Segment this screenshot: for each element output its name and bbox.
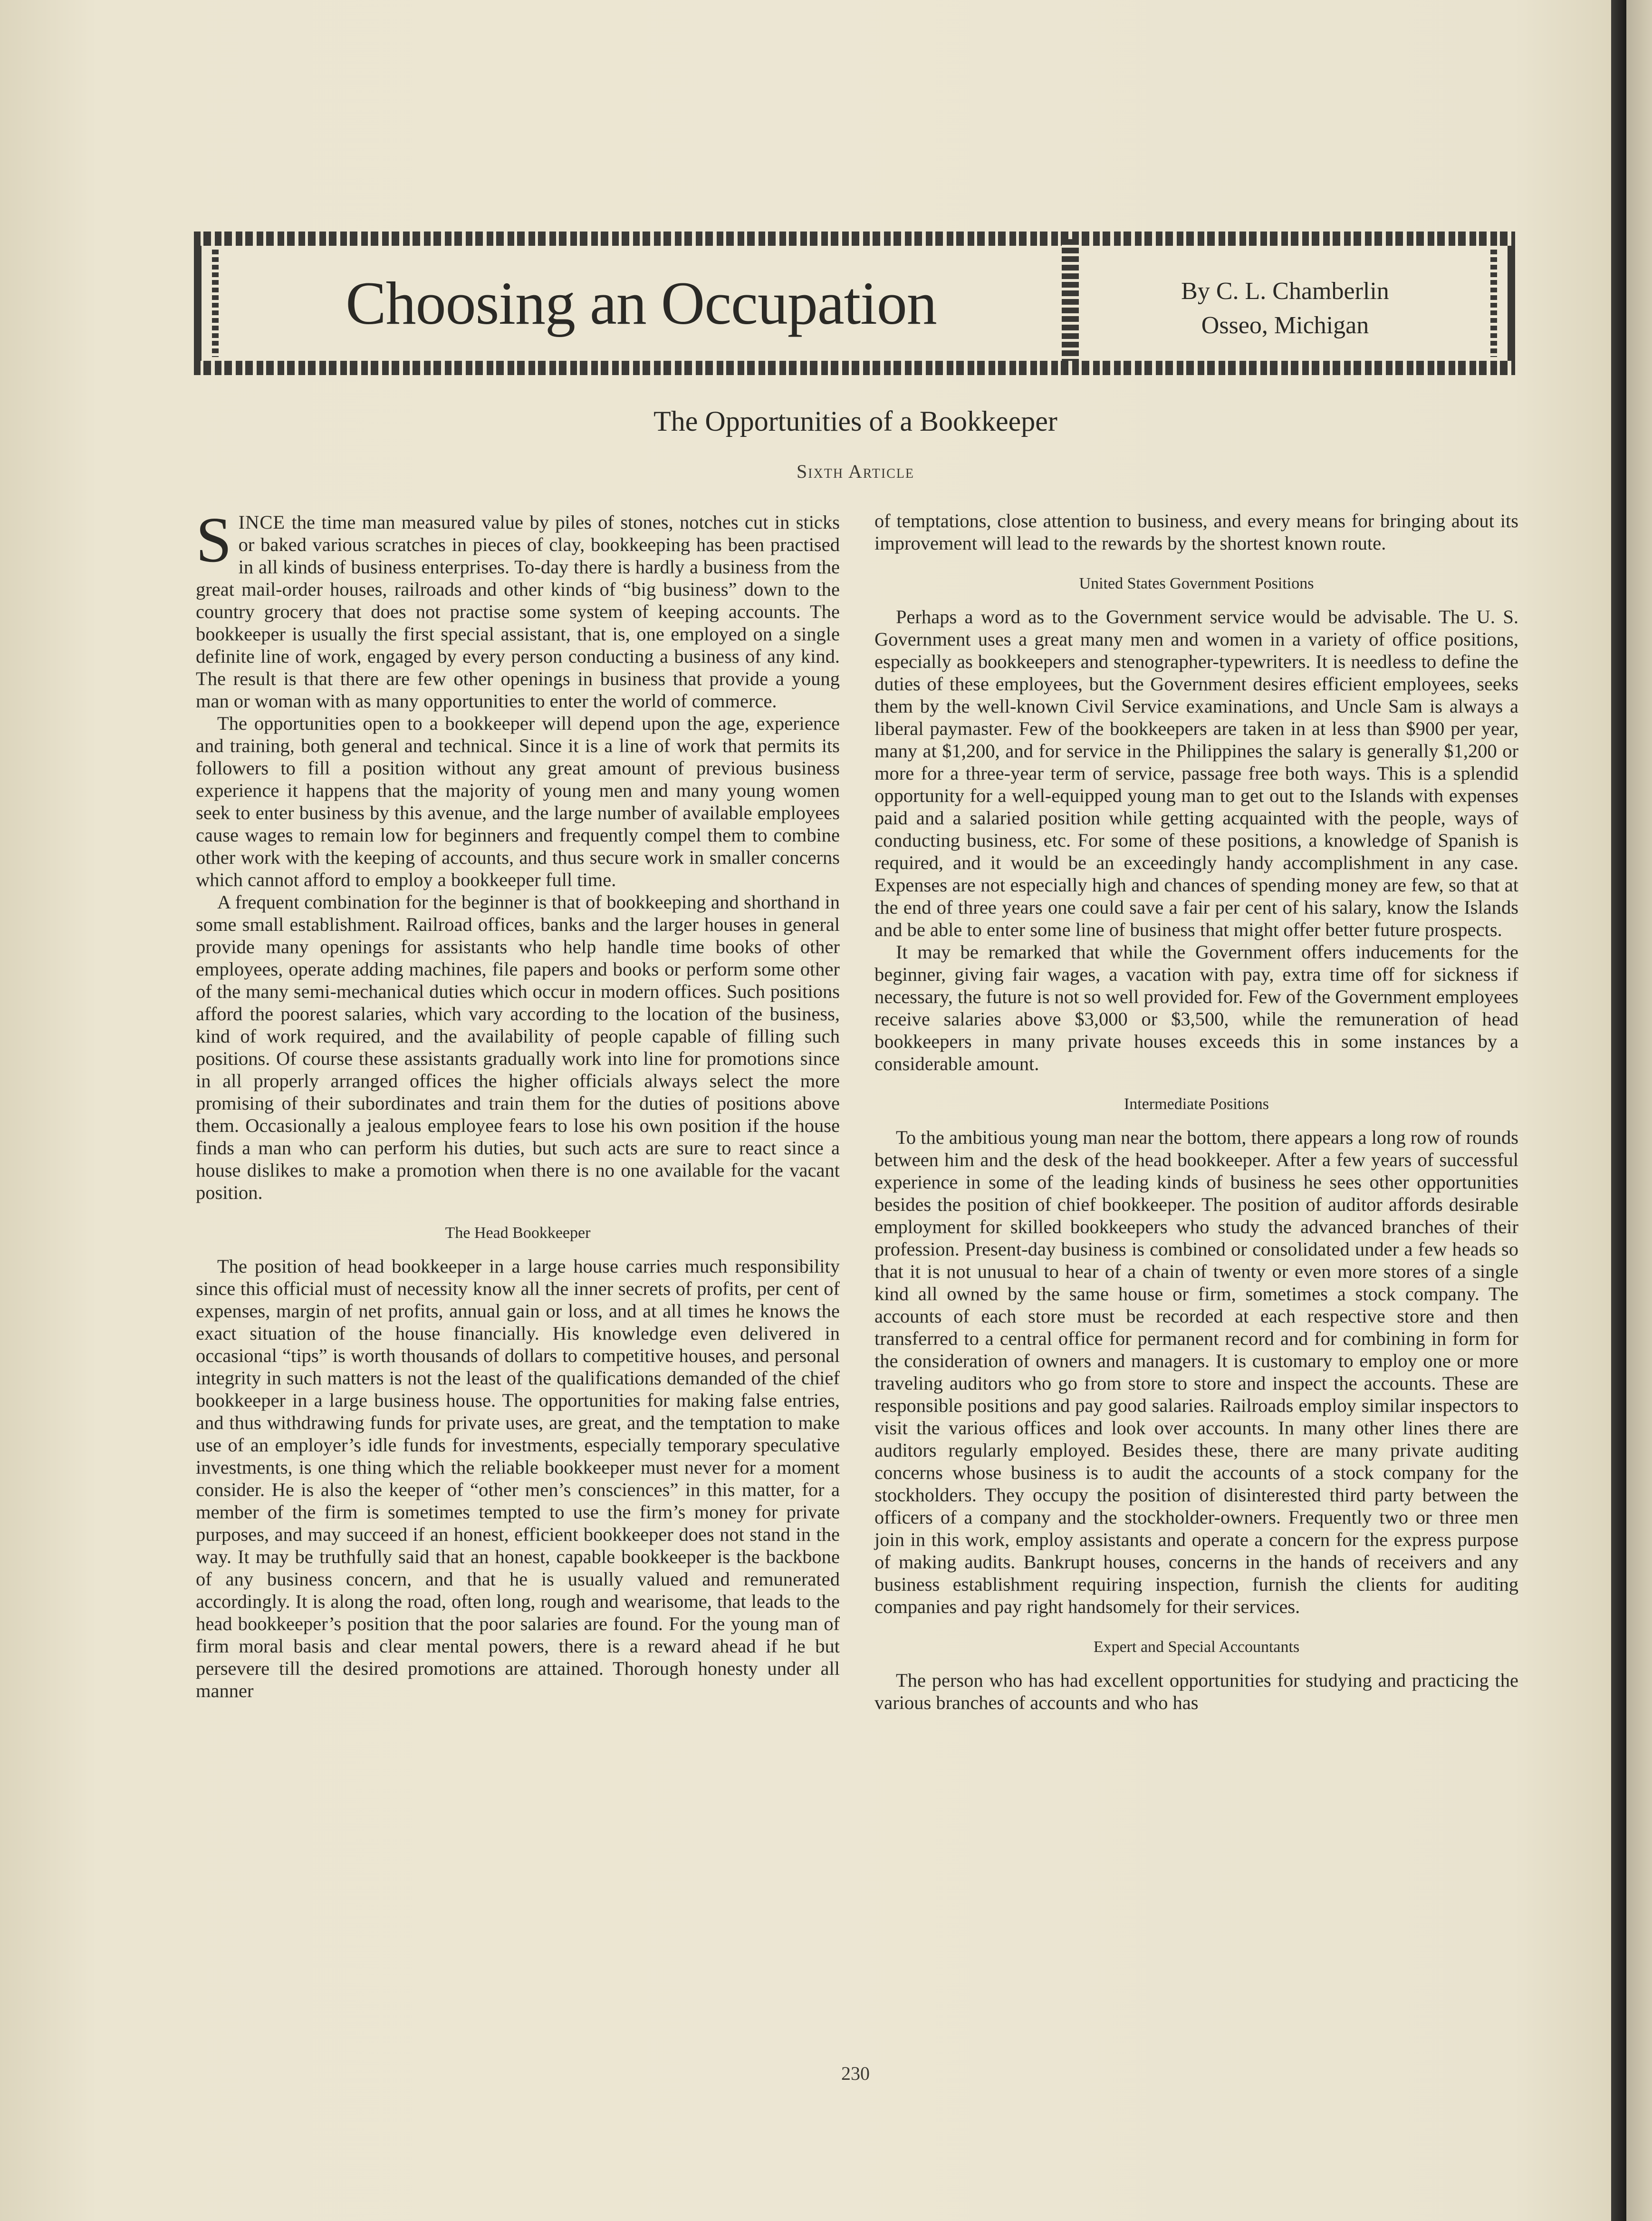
paragraph: The person who has had excellent opportunities for studying and practicing the various branches of accounts and who has bbox=[874, 1670, 1518, 1713]
paragraph-continued: of temptations, close attention to business, and every means for bringing about its improvement will lead to the rewards by the shortest known route. bbox=[874, 510, 1518, 554]
title-banner bbox=[194, 232, 1515, 375]
paragraph: It may be remarked that while the Government offers inducements for the beginner, giving fair wages, a vacation with pay, extra time off for sickness if necessary, the future is not so well provided for. Few of the Government employees receive salaries above $3,000 or $3,500, while the remuneration of head bookkeepers in many private houses exceeds this in some instances by a considerable amount. bbox=[874, 941, 1518, 1074]
lead-word: INCE bbox=[238, 512, 286, 533]
author-name: By C. L. Chamberlin bbox=[1181, 278, 1389, 305]
paragraph: Perhaps a word as to the Government service would be advisable. The U. S. Government uses a great many men and women in a variety of office positions, especially as bookkeepers and stenographer-typewriters. It is needless to define the duties of these employees, but the Government desires efficient employees, seeks them by the well-known Civil Service examinations, and Uncle Sam is always a liberal paymaster. Few of the bookkeepers are taken in at less than $900 per year, many at $1,200, and for service in the Philippines the salary is generally $1,200 or more for a three-year term of service, passage free both ways. This is a splendid opportunity for a well-equipped young man to get out to the Islands with expenses paid and a salaried position while getting acquainted with the people, ways of conducting business, etc. For some of these positions, a knowledge of Spanish is required, and it would be an exceedingly handy accomplishment in any case. Expenses are not especially high and chances of spending money are few, so that at the end of three years one could save a fair per cent of his salary, know the Islands and be able to enter some line of business that might offer better future prospects. bbox=[874, 606, 1518, 940]
right-column bbox=[874, 510, 1518, 1714]
article-subtitle: The Opportunities of a Bookkeeper bbox=[653, 406, 1057, 437]
author-location: Osseo, Michigan bbox=[1201, 312, 1369, 339]
paragraph: A frequent combination for the beginner is that of bookkeeping and shorthand in some small establishment. Railroad offices, banks and the larger houses in general provide many openings for assistants who help handle time books of other employees, operate adding machines, file papers and books or perform some other of the many semi-mechanical duties which occur in modern offices. Such positions afford the poorest salaries, which vary according to the location of the business, kind of work required, and the availability of people capable of filling such positions. Of course these assistants gradually work into line for promotions since in all properly arranged offices the higher officials always select the more promising of their subordinates and train them for the duties of positions above them. Occasionally a jealous employee fears to lose his own position if the house finds a man who can perform his duties, but such acts are sure to react since a house dislikes to make a promotion when there is no one available for the vacant position. bbox=[196, 891, 840, 1203]
paragraph-text: the time man measured value by piles of stones, notches cut in sticks or baked various scratches in pieces of clay, bookkeeping has been practised in all kinds of business enterprises. To-day there is hardly a business from the great mail-order houses, railroads and other kinds of “big business” down to the country grocery that does not practise some system of keeping accounts. The bookkeeper is usually the first special assistant, that is, one employed on a single definite line of work, engaged by every person conducting a business of any kind. The result is that there are few other openings in business that provide a young man or woman with as many opportunities to enter the world of commerce. bbox=[196, 512, 840, 712]
paragraph: The position of head bookkeeper in a large house carries much responsibility since this official must of necessity know all the inner secrets of profits, per cent of expenses, margin of net profits, annual gain or loss, and at all times he knows the exact situation of the house financially. His knowledge even delivered in occasional “tips” is worth thousands of dollars to competitive houses, and personal integrity in such matters is not the least of the qualifications demanded of the chief bookkeeper in a large business house. The opportunities for making false entries, and thus withdrawing funds for private uses, are great, and the temptation to make use of an employer’s idle funds for investments, especially temporary speculative investments, is one thing which the reliable bookkeeper must never for a moment consider. He is also the keeper of “other men’s consciences” in this matter, for a member of the firm is sometimes tempted to use the firm’s money for private purposes, and may succeed if an honest, efficient bookkeeper does not stand in the way. It may be truthfully said that an honest, capable bookkeeper is the backbone of any business concern, and that he is usually valued and remunerated accordingly. It is along the road, often long, rough and wearisome, that leads to the head bookkeeper’s position that the poor salaries are found. For the young man of firm moral basis and clear mental powers, there is a reward ahead if he but persevere till the desired promotions are attained. Thorough honesty under all manner bbox=[196, 1255, 840, 1701]
adjacent-page-edge bbox=[1626, 0, 1652, 2221]
banner-ornament-right bbox=[1490, 250, 1497, 357]
banner-ornament-left bbox=[212, 250, 219, 357]
paragraph: To the ambitious young man near the bottom, there appears a long row of rounds between him and the desk of the head bookkeeper. After a few years of successful experience in some of the leading kinds of business he sees other opportunities besides the position of chief bookkeeper. The position of auditor affords desirable employment for skilled bookkeepers who study the advanced branches of their profession. Present-day business is combined or consolidated under a few heads so that it is not unusual to hear of a chain of twenty or even more stores of a single kind all owned by the same house or firm, sometimes a stock company. The accounts of each store must be recorded at each respective store and then transferred to a central office for permanent record and for combining in form for the consideration of owners and managers. It is customary to employ one or more traveling auditors who go from store to store and inspect the accounts. These are responsible positions and pay good salaries. Railroads employ similar inspectors to visit the various offices and look over accounts. In many other lines there are auditors regularly employed. Besides these, there are many private auditing concerns whose business is to audit the accounts of a stock company for the stockholders. They occupy the position of disinterested third party between the officers of a company and the stockholder-owners. Frequently two or three men join in this work, employ assistants and operate a concern for the express purpose of making audits. Bankrupt houses, concerns in the hands of receivers and any business establishment requiring inspection, furnish the clients for auditing companies and pay right handsomely for their services. bbox=[874, 1127, 1518, 1617]
byline bbox=[1090, 274, 1480, 343]
article-title: Choosing an Occupation bbox=[346, 270, 937, 337]
paragraph: The opportunities open to a bookkeeper will depend upon the age, experience and training, both general and technical. Since it is a line of work that permits its followers to fill a position without any great amount of previous business experience it happens that the majority of young men and many young women seek to enter business by this avenue, and the large number of available employees cause wages to remain low for beginners and frequently compel them to combine other work with the keeping of accounts, and thus secure work in smaller concerns which cannot afford to employ a bookkeeper full time. bbox=[196, 713, 840, 890]
section-heading: Intermediate Positions bbox=[1124, 1095, 1269, 1113]
book-spine bbox=[1611, 0, 1626, 2221]
section-heading: United States Government Positions bbox=[1079, 575, 1314, 592]
section-heading: The Head Bookkeeper bbox=[445, 1224, 591, 1242]
page-number: 230 bbox=[841, 2063, 870, 2084]
left-column bbox=[196, 504, 840, 1702]
section-heading: Expert and Special Accountants bbox=[1093, 1638, 1300, 1656]
series-kicker: Sixth Article bbox=[796, 461, 915, 482]
drop-cap: S bbox=[196, 504, 232, 576]
banner-divider bbox=[1062, 239, 1079, 367]
paragraph-intro bbox=[196, 504, 840, 712]
